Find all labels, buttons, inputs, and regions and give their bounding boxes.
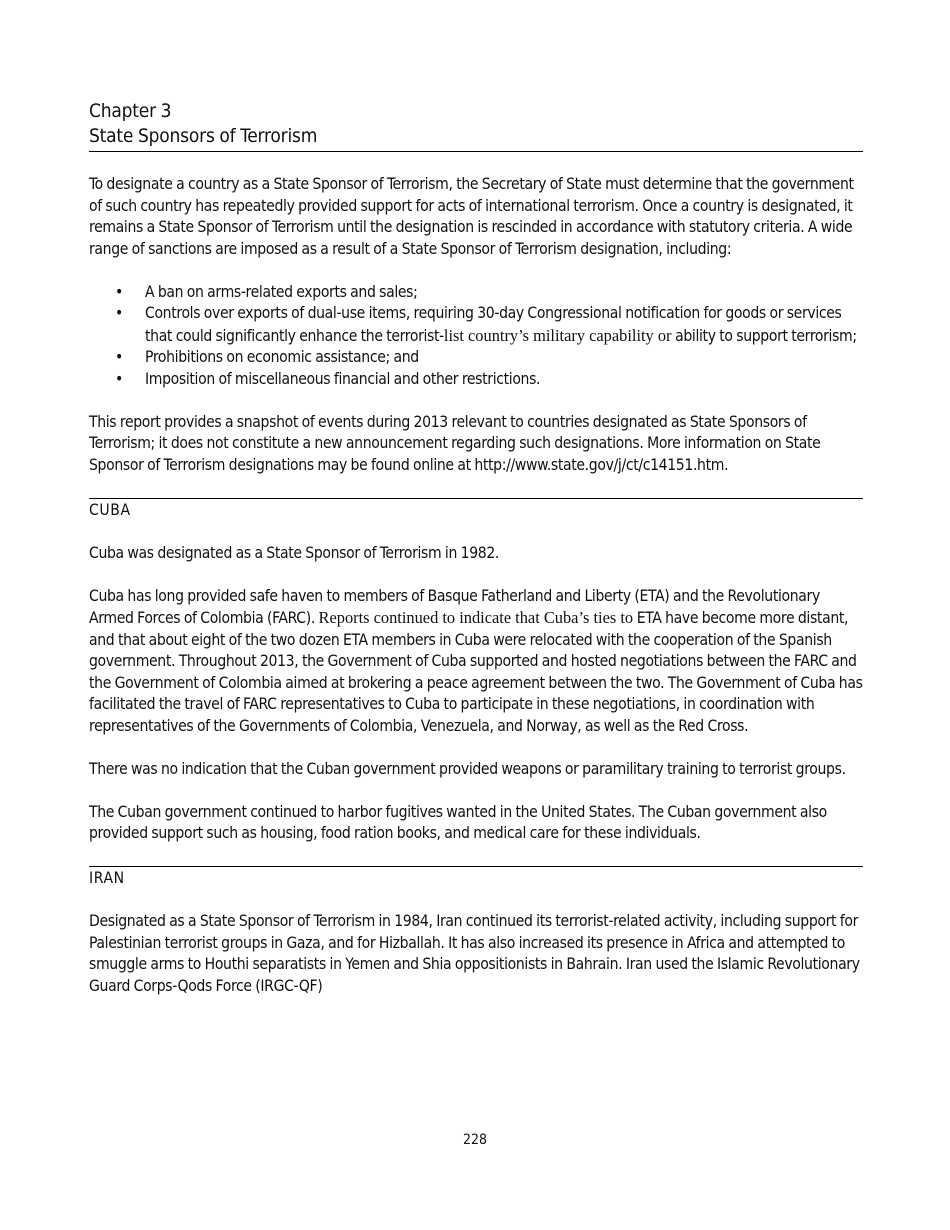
list-item-text: Prohibitions on economic assistance; and bbox=[145, 348, 419, 366]
cuba-paragraph-2-start: Cuba has long provided safe haven to members of Basque Fatherland and Liberty (ETA) and the Revolutionary Armed Forces of Colombia (FARC). bbox=[89, 586, 820, 627]
cuba-paragraph-2 bbox=[89, 586, 863, 738]
section-heading-cuba: CUBA bbox=[89, 498, 863, 522]
list-item-text-end: ability to support terrorism; bbox=[671, 326, 857, 345]
page-number: 228 bbox=[462, 1132, 488, 1148]
intro-paragraph: To designate a country as a State Sponsor of Terrorism, the Secretary of State must determine that the government of such country has repeatedly provided support for acts of international terrorism. Once a country is designated, it remains a State Sponsor of Terrorism until the designation is rescinded in accordance with statutory criteria. A wide range of sanctions are imposed as a result of a State Sponsor of Terrorism designation, including: bbox=[89, 175, 854, 258]
iran-paragraph-1: Designated as a State Sponsor of Terrorism in 1984, Iran continued its terrorist-related activity, including support for Palestinian terrorist groups in Gaza, and for Hizballah. It has also increased its presence in Africa and attempted to smuggle arms to Houthi separatists in Yemen and Shia oppositionists in Bahrain. Iran used the Islamic Revolutionary Guard Corps-Qods Force (IRGC-QF) bbox=[89, 912, 860, 995]
list-item-text: A ban on arms-related exports and sales; bbox=[145, 282, 418, 301]
document-page bbox=[89, 99, 863, 1019]
list-item-serif-text: list country’s military capability or bbox=[443, 325, 672, 345]
list-item bbox=[89, 369, 863, 391]
cuba-paragraph-2-end: ETA have become more distant, and that about eight of the two dozen ETA members in Cuba were relocated with the cooperation of the Spanish government. Throughout 2013, the Government of Cuba supported and hosted negotiations between the FARC and the Government of Colombia aimed at brokering a peace agreement between the two. The Government of Cuba has facilitated the travel of FARC representatives to Cuba to participate in these negotiations, in coordination with representatives of the Governments of Colombia, Venezuela, and Norway, as well as the Red Cross. bbox=[89, 609, 863, 735]
list-item-text: Imposition of miscellaneous financial and other restrictions. bbox=[145, 369, 541, 388]
list-item bbox=[89, 282, 863, 304]
list-item-text: Controls over exports of dual-use items, requiring 30-day Congressional notification for goods or services that could significantly enhance the terrorist- bbox=[145, 304, 842, 345]
report-note-paragraph: This report provides a snapshot of events during 2013 relevant to countries designated as State Sponsors of Terrorism; it does not constitute a new announcement regarding such designations. More information on State Sponsor of Terrorism designations may be found online at http://www.state.gov/j/ct/c14151.htm. bbox=[89, 412, 821, 474]
list-item bbox=[89, 347, 863, 369]
chapter-header bbox=[89, 99, 863, 152]
sanctions-list bbox=[89, 282, 863, 391]
chapter-title: State Sponsors of Terrorism bbox=[89, 125, 318, 147]
cuba-paragraph-2-serif: Reports continued to indicate that Cuba’s ties to bbox=[318, 608, 634, 627]
cuba-paragraph-1: Cuba was designated as a State Sponsor of Terrorism in 1982. bbox=[89, 543, 500, 562]
section-heading-iran: IRAN bbox=[89, 866, 863, 890]
chapter-number: Chapter 3 bbox=[89, 100, 172, 122]
cuba-paragraph-3: There was no indication that the Cuban government provided weapons or paramilitary training to terrorist groups. bbox=[89, 759, 846, 778]
cuba-paragraph-4: The Cuban government continued to harbor fugitives wanted in the United States. The Cuban government also provided support such as housing, food ration books, and medical care for these individuals. bbox=[89, 802, 827, 842]
list-item bbox=[89, 303, 863, 347]
